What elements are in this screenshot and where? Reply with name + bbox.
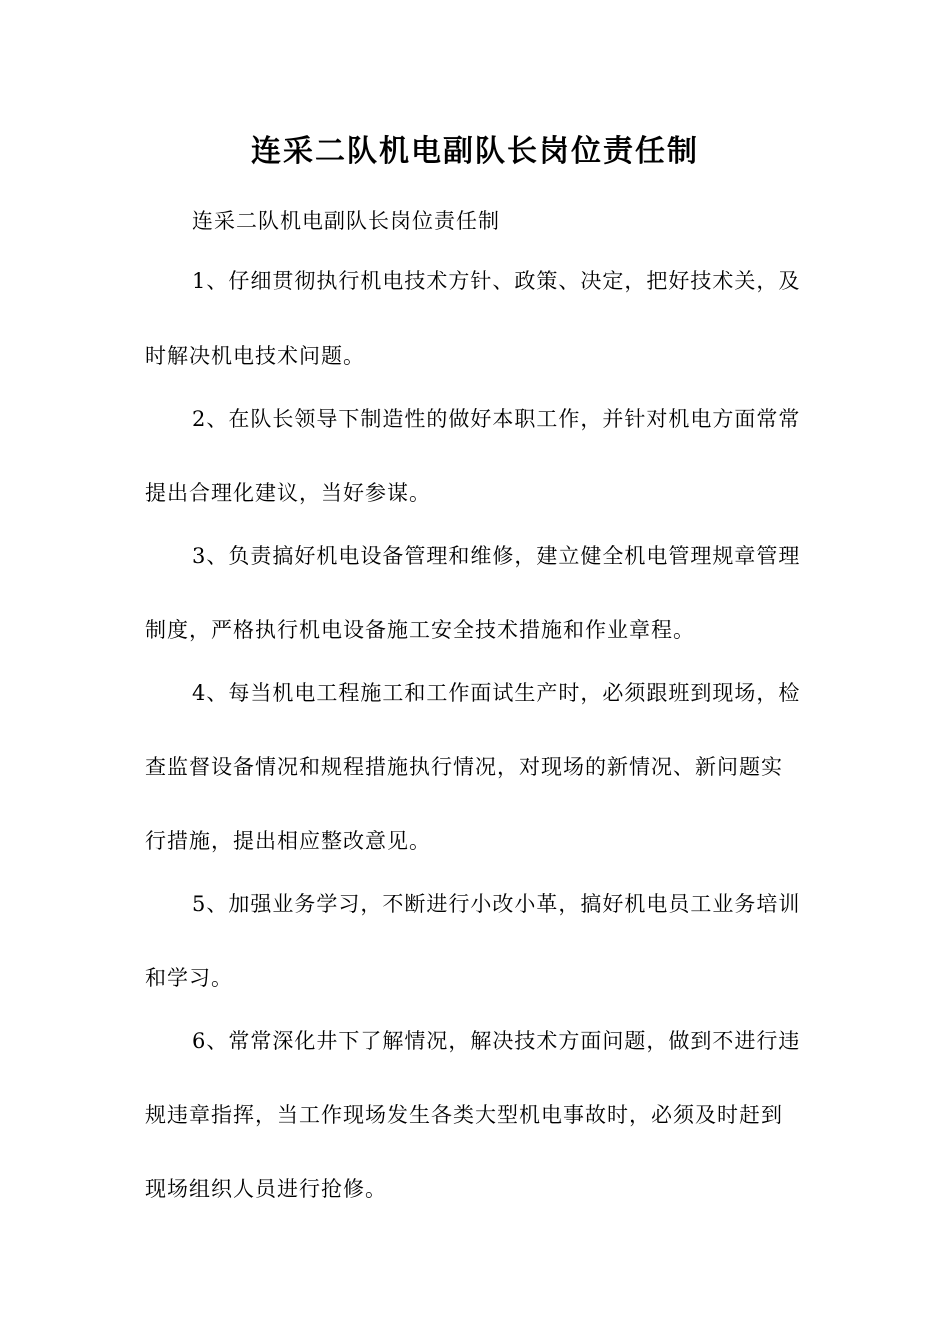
clause-6-line-1: 6、常常深化井下了解情况，解决技术方面问题，做到不进行违	[192, 1029, 801, 1053]
clause-5-line-1: 5、加强业务学习，不断进行小改小革，搞好机电员工业务培训	[192, 892, 801, 916]
clause-4-line-1: 4、每当机电工程施工和工作面试生产时，必须跟班到现场，检	[192, 681, 801, 705]
clause-2-line-1: 2、在队长领导下制造性的做好本职工作，并针对机电方面常常	[192, 407, 801, 431]
document-title: 连采二队机电副队长岗位责任制	[251, 134, 699, 169]
clause-2-line-2: 提出合理化建议，当好参谋。	[145, 481, 431, 505]
clause-3-line-2: 制度，严格执行机电设备施工安全技术措施和作业章程。	[145, 618, 695, 642]
clause-6-line-2: 规违章指挥，当工作现场发生各类大型机电事故时，必须及时赶到	[145, 1103, 783, 1127]
clause-4-line-2: 查监督设备情况和规程措施执行情况，对现场的新情况、新问题实	[145, 755, 783, 779]
clause-4-line-3: 行措施，提出相应整改意见。	[145, 829, 431, 853]
clause-1-line-1: 1、仔细贯彻执行机电技术方针、政策、决定，把好技术关，及	[192, 269, 801, 293]
clause-3-line-1: 3、负责搞好机电设备管理和维修，建立健全机电管理规章管理	[192, 544, 801, 568]
clause-5-line-2: 和学习。	[145, 966, 233, 990]
subtitle-line: 连采二队机电副队长岗位责任制	[192, 209, 500, 233]
clause-1-line-2: 时解决机电技术问题。	[145, 344, 365, 368]
clause-6-line-3: 现场组织人员进行抢修。	[145, 1177, 387, 1201]
